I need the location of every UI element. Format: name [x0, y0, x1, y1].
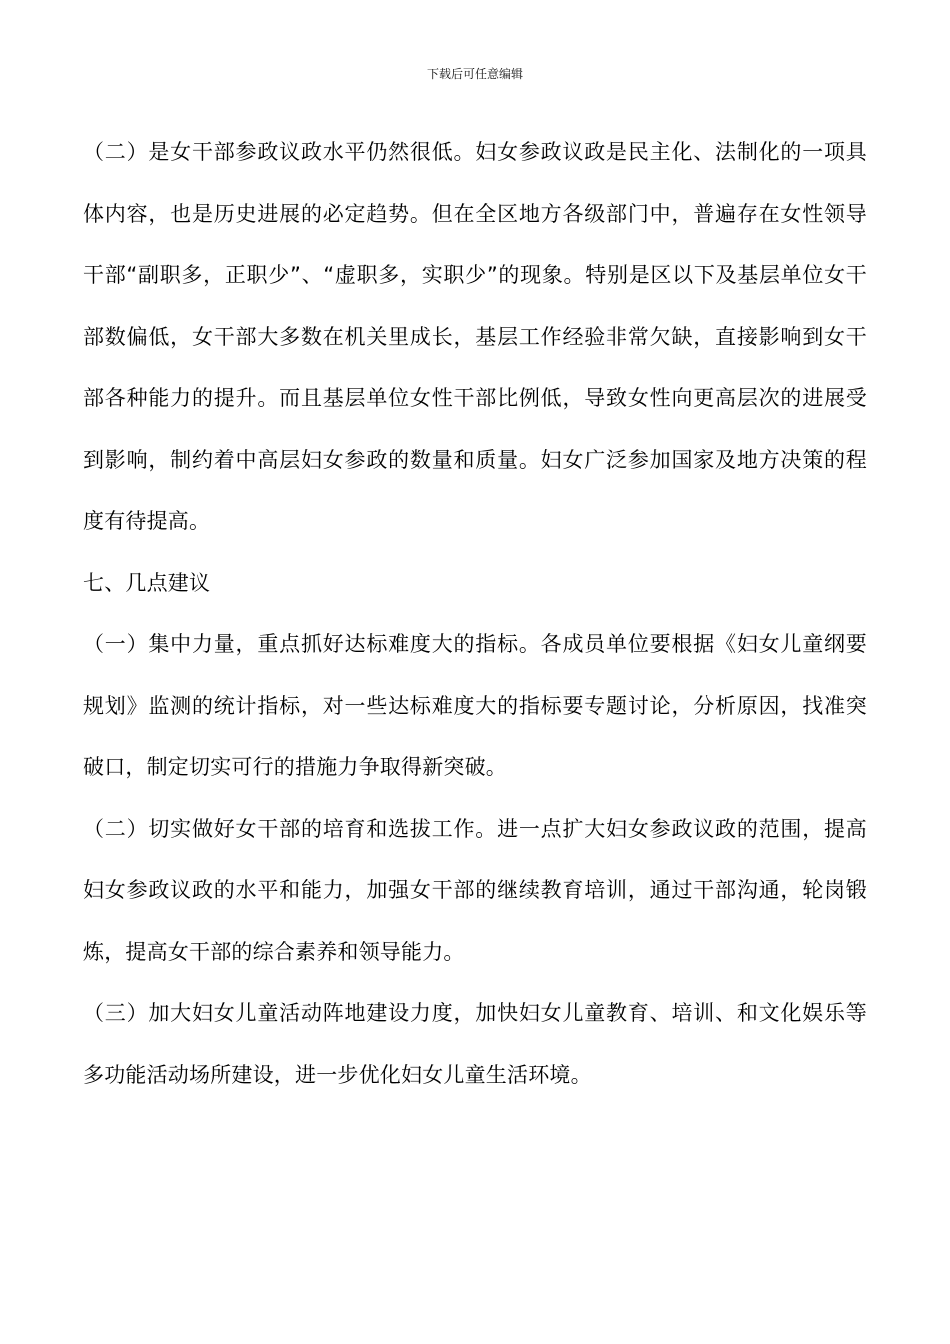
- paragraph-suggestion-3: （三）加大妇女儿童活动阵地建设力度，加快妇女儿童教育、培训、和文化娱乐等多功能活动场所建设，进一步优化妇女儿童生活环境。: [83, 1001, 867, 1087]
- paragraph-women-cadres-participation: （二）是女干部参政议政水平仍然很低。妇女参政议政是民主化、法制化的一项具体内容，也是历史进展的必定趋势。但在全区地方各级部门中，普遍存在女性领导干部“副职多，正职少”、“虚职多，实职少”的现象。特别是区以下及基层单位女干部数偏低，女干部大多数在机关里成长，基层工作经验非常欠缺，直接影响到女干部各种能力的提升。而且基层单位女性干部比例低，导致女性向更高层次的进展受到影响，制约着中高层妇女参政的数量和质量。妇女广泛参加国家及地方决策的程度有待提高。: [83, 140, 867, 533]
- paragraph-suggestion-2: （二）切实做好女干部的培育和选拔工作。进一点扩大妇女参政议政的范围，提高妇女参政议政的水平和能力，加强女干部的继续教育培训，通过干部沟通，轮岗锻炼，提高女干部的综合素养和领导能力。: [83, 816, 867, 964]
- document-body: [83, 122, 867, 1106]
- paragraph-suggestion-1: （一）集中力量，重点抓好达标难度大的指标。各成员单位要根据《妇女儿童纲要规划》监测的统计指标，对一些达标难度大的指标要专题讨论，分析原因，找准突破口，制定切实可行的措施力争取得新突破。: [83, 632, 867, 779]
- page-header-note: 下载后可任意编辑: [426, 67, 523, 81]
- section-heading-suggestions: 七、几点建议: [83, 570, 211, 595]
